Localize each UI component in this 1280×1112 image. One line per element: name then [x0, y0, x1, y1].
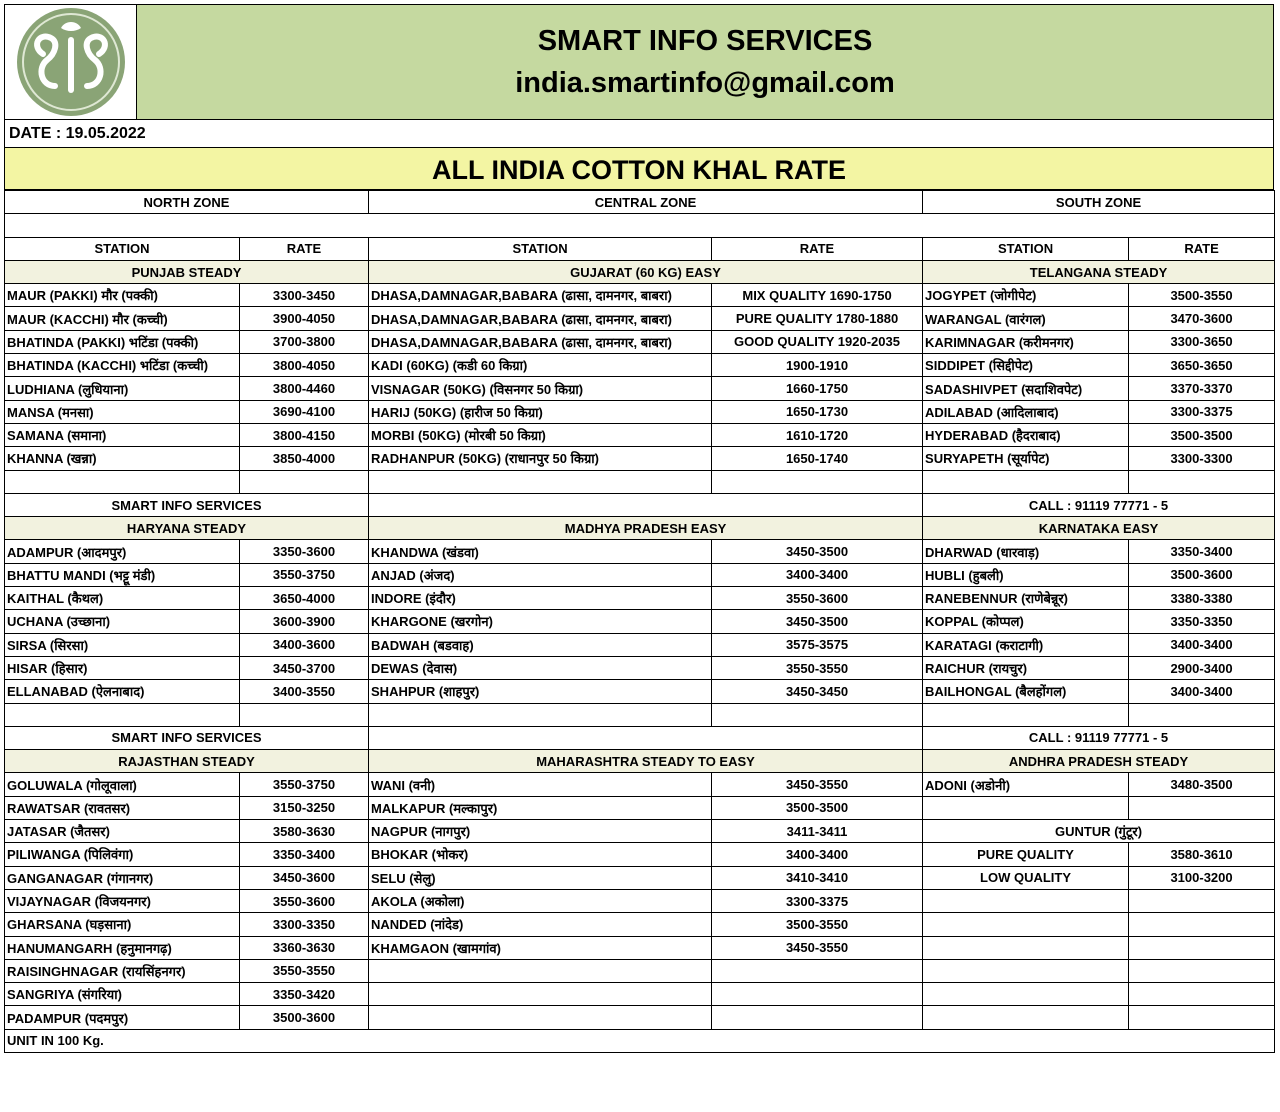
station-cell: RAICHUR (रायचुर) — [923, 656, 1129, 679]
table-row — [5, 423, 1275, 446]
station-cell: MAUR (KACCHI) मौर (कच्ची) — [5, 307, 240, 330]
section-punjab: PUNJAB STEADY — [5, 260, 369, 283]
company-name: SMART INFO SERVICES — [537, 25, 873, 57]
station-cell: DHASA,DAMNAGAR,BABARA (ढासा, दामनगर, बाबरा) — [369, 307, 712, 330]
station-cell: MORBI (50KG) (मोरबी 50 किग्रा) — [369, 423, 712, 446]
station-cell: PURE QUALITY — [923, 843, 1129, 866]
table-row — [5, 284, 1275, 307]
rate-cell: 3470-3600 — [1129, 307, 1275, 330]
col-station: STATION — [923, 237, 1129, 260]
rate-cell: 3550-3550 — [712, 656, 923, 679]
station-cell: NAGPUR (नागपुर) — [369, 820, 712, 843]
table-row — [5, 983, 1275, 1006]
station-cell: DEWAS (देवास) — [369, 656, 712, 679]
table-row — [5, 563, 1275, 586]
station-cell: RANEBENNUR (राणेबेन्नूर) — [923, 587, 1129, 610]
rate-cell — [712, 983, 923, 1006]
rate-cell: 3550-3600 — [240, 889, 369, 912]
rate-table — [4, 190, 1275, 1053]
station-cell: LUDHIANA (लुधियाना) — [5, 377, 240, 400]
rate-cell: 3450-3700 — [240, 656, 369, 679]
rate-cell: 1660-1750 — [712, 377, 923, 400]
table-row — [5, 400, 1275, 423]
rate-cell: 3370-3370 — [1129, 377, 1275, 400]
table-row — [5, 913, 1275, 936]
station-cell: ADILABAD (आदिलाबाद) — [923, 400, 1129, 423]
logo — [5, 5, 137, 119]
station-cell: SIDDIPET (सिद्दीपेट) — [923, 354, 1129, 377]
zone-central: CENTRAL ZONE — [369, 191, 923, 214]
rate-cell: 3300-3650 — [1129, 330, 1275, 353]
station-cell: DHASA,DAMNAGAR,BABARA (ढासा, दामनगर, बाबरा) — [369, 330, 712, 353]
station-cell: JATASAR (जैतसर) — [5, 820, 240, 843]
station-cell — [923, 889, 1129, 912]
rate-cell: GOOD QUALITY 1920-2035 — [712, 330, 923, 353]
rate-cell: 3400-3400 — [712, 843, 923, 866]
rate-cell — [1129, 796, 1275, 819]
section-gujarat: GUJARAT (60 KG) EASY — [369, 260, 923, 283]
rate-cell — [1129, 936, 1275, 959]
rate-cell — [1129, 889, 1275, 912]
station-cell: ADAMPUR (आदमपुर) — [5, 540, 240, 563]
rate-cell: 3300-3375 — [712, 889, 923, 912]
table-row — [5, 354, 1275, 377]
rate-cell — [712, 470, 923, 493]
station-cell: BHATINDA (KACCHI) भटिंडा (कच्ची) — [5, 354, 240, 377]
table-row — [5, 866, 1275, 889]
table-row — [5, 843, 1275, 866]
station-cell: BHATINDA (PAKKI) भटिंडा (पक्की) — [5, 330, 240, 353]
station-cell: HARIJ (50KG) (हारीज 50 किग्रा) — [369, 400, 712, 423]
rate-cell: 3450-3550 — [712, 773, 923, 796]
rate-cell — [240, 470, 369, 493]
company-email[interactable]: india.smartinfo@gmail.com — [515, 67, 895, 99]
rate-cell: 3550-3600 — [712, 587, 923, 610]
rate-cell: 3410-3410 — [712, 866, 923, 889]
rate-cell: 3600-3900 — [240, 610, 369, 633]
station-cell: DHASA,DAMNAGAR,BABARA (ढासा, दामनगर, बाबरा) — [369, 284, 712, 307]
rate-cell — [1129, 703, 1275, 726]
zone-row — [5, 191, 1275, 214]
rate-cell: 3500-3600 — [1129, 563, 1275, 586]
rate-cell: 3650-4000 — [240, 587, 369, 610]
station-cell: SAMANA (समाना) — [5, 423, 240, 446]
ad-row — [5, 493, 1275, 516]
section-maharashtra: MAHARASHTRA STEADY TO EASY — [369, 750, 923, 773]
station-cell: GHARSANA (घड़साना) — [5, 913, 240, 936]
station-cell — [923, 796, 1129, 819]
table-row — [5, 936, 1275, 959]
section-telangana: TELANGANA STEADY — [923, 260, 1275, 283]
station-cell: DHARWAD (धारवाड़) — [923, 540, 1129, 563]
station-cell: LOW QUALITY — [923, 866, 1129, 889]
section-rajasthan: RAJASTHAN STEADY — [5, 750, 369, 773]
col-station: STATION — [369, 237, 712, 260]
station-cell — [923, 470, 1129, 493]
rate-cell: 3100-3200 — [1129, 866, 1275, 889]
station-cell: KOPPAL (कोप्पल) — [923, 610, 1129, 633]
rate-cell: 3550-3750 — [240, 563, 369, 586]
station-cell: PILIWANGA (पिलिवंगा) — [5, 843, 240, 866]
section-row — [5, 517, 1275, 540]
station-cell: AKOLA (अकोला) — [369, 889, 712, 912]
station-cell: HUBLI (हुबली) — [923, 563, 1129, 586]
station-cell: KARIMNAGAR (करीमनगर) — [923, 330, 1129, 353]
rate-cell: 3411-3411 — [712, 820, 923, 843]
section-row — [5, 260, 1275, 283]
station-cell: INDORE (इंदौर) — [369, 587, 712, 610]
rate-cell: 1610-1720 — [712, 423, 923, 446]
station-cell: HYDERABAD (हैदराबाद) — [923, 423, 1129, 446]
station-cell: KADI (60KG) (कडी 60 किग्रा) — [369, 354, 712, 377]
rate-cell: 3550-3750 — [240, 773, 369, 796]
rate-cell: 3400-3400 — [1129, 633, 1275, 656]
station-cell: NANDED (नांदेड) — [369, 913, 712, 936]
rate-cell: 3850-4000 — [240, 447, 369, 470]
station-cell: WANI (वनी) — [369, 773, 712, 796]
rate-cell: 3800-4150 — [240, 423, 369, 446]
rate-cell: 3360-3630 — [240, 936, 369, 959]
rate-cell: 3350-3400 — [1129, 540, 1275, 563]
section-haryana: HARYANA STEADY — [5, 517, 369, 540]
station-cell — [369, 703, 712, 726]
station-cell: ELLANABAD (ऐलनाबाद) — [5, 680, 240, 703]
spacer-cell — [5, 214, 1275, 237]
station-cell: WARANGAL (वारंगल) — [923, 307, 1129, 330]
rate-cell — [1129, 470, 1275, 493]
rate-cell: 3500-3550 — [712, 913, 923, 936]
table-row — [5, 1006, 1275, 1029]
station-cell: KHANNA (खन्ना) — [5, 447, 240, 470]
table-row — [5, 796, 1275, 819]
station-cell — [923, 936, 1129, 959]
ad-left: SMART INFO SERVICES — [5, 493, 369, 516]
rate-cell: 3380-3380 — [1129, 587, 1275, 610]
table-row — [5, 680, 1275, 703]
table-row — [5, 587, 1275, 610]
col-station: STATION — [5, 237, 240, 260]
station-cell — [5, 470, 240, 493]
rate-cell: 3900-4050 — [240, 307, 369, 330]
col-rate: RATE — [712, 237, 923, 260]
rate-cell — [1129, 1006, 1275, 1029]
rate-cell: 3300-3450 — [240, 284, 369, 307]
section-andhra: ANDHRA PRADESH STEADY — [923, 750, 1275, 773]
ad-middle — [369, 726, 923, 749]
station-cell: KHARGONE (खरगोन) — [369, 610, 712, 633]
unit-row — [5, 1029, 1275, 1052]
station-cell: VISNAGAR (50KG) (विसनगर 50 किग्रा) — [369, 377, 712, 400]
station-cell — [923, 959, 1129, 982]
rate-cell — [712, 959, 923, 982]
rate-cell: 3500-3600 — [240, 1006, 369, 1029]
col-rate: RATE — [1129, 237, 1275, 260]
station-cell — [923, 703, 1129, 726]
station-cell: KARATAGI (कराटागी) — [923, 633, 1129, 656]
rate-cell — [712, 1006, 923, 1029]
station-cell — [5, 703, 240, 726]
rate-cell: 3480-3500 — [1129, 773, 1275, 796]
rate-cell — [240, 703, 369, 726]
section-karnataka: KARNATAKA EASY — [923, 517, 1275, 540]
rate-cell — [1129, 959, 1275, 982]
rate-cell: 3690-4100 — [240, 400, 369, 423]
unit-note: UNIT IN 100 Kg. — [5, 1029, 1275, 1052]
rate-cell: 3450-3600 — [240, 866, 369, 889]
rate-cell: PURE QUALITY 1780-1880 — [712, 307, 923, 330]
zone-north: NORTH ZONE — [5, 191, 369, 214]
table-row — [5, 656, 1275, 679]
rate-cell: 3800-4050 — [240, 354, 369, 377]
station-cell: SADASHIVPET (सदाशिवपेट) — [923, 377, 1129, 400]
station-cell: KHAMGAON (खामगांव) — [369, 936, 712, 959]
station-cell: ANJAD (अंजद) — [369, 563, 712, 586]
station-cell: UCHANA (उच्छाना) — [5, 610, 240, 633]
station-cell: HANUMANGARH (हनुमानगढ़) — [5, 936, 240, 959]
rate-cell: 3450-3500 — [712, 540, 923, 563]
spacer-row — [5, 214, 1275, 237]
station-cell — [369, 470, 712, 493]
rate-cell: 3450-3550 — [712, 936, 923, 959]
station-cell: BHATTU MANDI (भट्टू मंडी) — [5, 563, 240, 586]
rate-cell — [1129, 983, 1275, 1006]
station-cell: KAITHAL (कैथल) — [5, 587, 240, 610]
rate-cell: 3800-4460 — [240, 377, 369, 400]
rate-cell: 1650-1740 — [712, 447, 923, 470]
table-row — [5, 330, 1275, 353]
section-mp: MADHYA PRADESH EASY — [369, 517, 923, 540]
rate-cell: 3580-3610 — [1129, 843, 1275, 866]
station-cell: VIJAYNAGAR (विजयनगर) — [5, 889, 240, 912]
station-cell: GOLUWALA (गोलूवाला) — [5, 773, 240, 796]
station-cell: SHAHPUR (शाहपुर) — [369, 680, 712, 703]
station-cell — [369, 1006, 712, 1029]
station-cell: RAWATSAR (रावतसर) — [5, 796, 240, 819]
rate-cell: 3350-3420 — [240, 983, 369, 1006]
station-cell: GANGANAGAR (गंगानगर) — [5, 866, 240, 889]
guntur-label: GUNTUR (गुंटूर) — [923, 820, 1275, 843]
rate-cell: 3350-3400 — [240, 843, 369, 866]
rate-cell: 3500-3500 — [1129, 423, 1275, 446]
station-cell: RAISINGHNAGAR (रायसिंहनगर) — [5, 959, 240, 982]
rate-cell: 2900-3400 — [1129, 656, 1275, 679]
station-cell: SURYAPETH (सूर्यापेट) — [923, 447, 1129, 470]
station-cell — [923, 1006, 1129, 1029]
rate-cell: 3400-3550 — [240, 680, 369, 703]
rate-cell: 3650-3650 — [1129, 354, 1275, 377]
column-header-row — [5, 237, 1275, 260]
ad-left: SMART INFO SERVICES — [5, 726, 369, 749]
rate-cell: 3150-3250 — [240, 796, 369, 819]
section-row — [5, 750, 1275, 773]
station-cell: SIRSA (सिरसा) — [5, 633, 240, 656]
rate-cell: 1650-1730 — [712, 400, 923, 423]
station-cell: SELU (सेलु) — [369, 866, 712, 889]
ad-row — [5, 726, 1275, 749]
table-row — [5, 470, 1275, 493]
rate-cell: 3300-3375 — [1129, 400, 1275, 423]
col-rate: RATE — [240, 237, 369, 260]
table-row — [5, 447, 1275, 470]
station-cell — [923, 983, 1129, 1006]
table-row — [5, 610, 1275, 633]
station-cell — [923, 913, 1129, 936]
rate-cell: 3400-3400 — [1129, 680, 1275, 703]
station-cell: BADWAH (बडवाह) — [369, 633, 712, 656]
table-row — [5, 307, 1275, 330]
ad-middle — [369, 493, 923, 516]
ad-right: CALL : 91119 77771 - 5 — [923, 726, 1275, 749]
table-row — [5, 540, 1275, 563]
report-date: DATE : 19.05.2022 — [4, 120, 1274, 148]
rate-cell: 3575-3575 — [712, 633, 923, 656]
rate-cell: 3400-3400 — [712, 563, 923, 586]
rate-cell: 3450-3500 — [712, 610, 923, 633]
table-row — [5, 633, 1275, 656]
station-cell: BHOKAR (भोकर) — [369, 843, 712, 866]
header-banner — [4, 4, 1274, 120]
table-row — [5, 959, 1275, 982]
rate-cell: 3580-3630 — [240, 820, 369, 843]
station-cell: MAUR (PAKKI) मौर (पक्की) — [5, 284, 240, 307]
rate-cell: 3550-3550 — [240, 959, 369, 982]
rate-cell: 3300-3350 — [240, 913, 369, 936]
station-cell: MANSA (मनसा) — [5, 400, 240, 423]
station-cell: PADAMPUR (पदमपुर) — [5, 1006, 240, 1029]
table-row — [5, 703, 1275, 726]
station-cell — [369, 959, 712, 982]
station-cell: SANGRIYA (संगरिया) — [5, 983, 240, 1006]
rate-cell: 3500-3550 — [1129, 284, 1275, 307]
rate-cell: 3700-3800 — [240, 330, 369, 353]
table-row — [5, 773, 1275, 796]
table-row — [5, 889, 1275, 912]
station-cell: MALKAPUR (मल्कापुर) — [369, 796, 712, 819]
station-cell: KHANDWA (खंडवा) — [369, 540, 712, 563]
rate-cell: 3350-3350 — [1129, 610, 1275, 633]
station-cell: HISAR (हिसार) — [5, 656, 240, 679]
station-cell — [369, 983, 712, 1006]
rate-cell: 3300-3300 — [1129, 447, 1275, 470]
table-row — [5, 820, 1275, 843]
sis-logo-icon — [9, 6, 133, 118]
rate-cell — [712, 703, 923, 726]
table-row — [5, 377, 1275, 400]
brand-block — [137, 5, 1273, 119]
station-cell: JOGYPET (जोगीपेट) — [923, 284, 1129, 307]
rate-cell — [1129, 913, 1275, 936]
rate-cell: 3450-3450 — [712, 680, 923, 703]
rate-cell: MIX QUALITY 1690-1750 — [712, 284, 923, 307]
rate-cell: 1900-1910 — [712, 354, 923, 377]
rate-cell: 3500-3500 — [712, 796, 923, 819]
ad-right: CALL : 91119 77771 - 5 — [923, 493, 1275, 516]
station-cell: RADHANPUR (50KG) (राधानपुर 50 किग्रा) — [369, 447, 712, 470]
zone-south: SOUTH ZONE — [923, 191, 1275, 214]
rate-cell: 3350-3600 — [240, 540, 369, 563]
page-title: ALL INDIA COTTON KHAL RATE — [4, 148, 1274, 190]
rate-cell: 3400-3600 — [240, 633, 369, 656]
station-cell: ADONI (अडोनी) — [923, 773, 1129, 796]
station-cell: BAILHONGAL (बैलहोंगल) — [923, 680, 1129, 703]
